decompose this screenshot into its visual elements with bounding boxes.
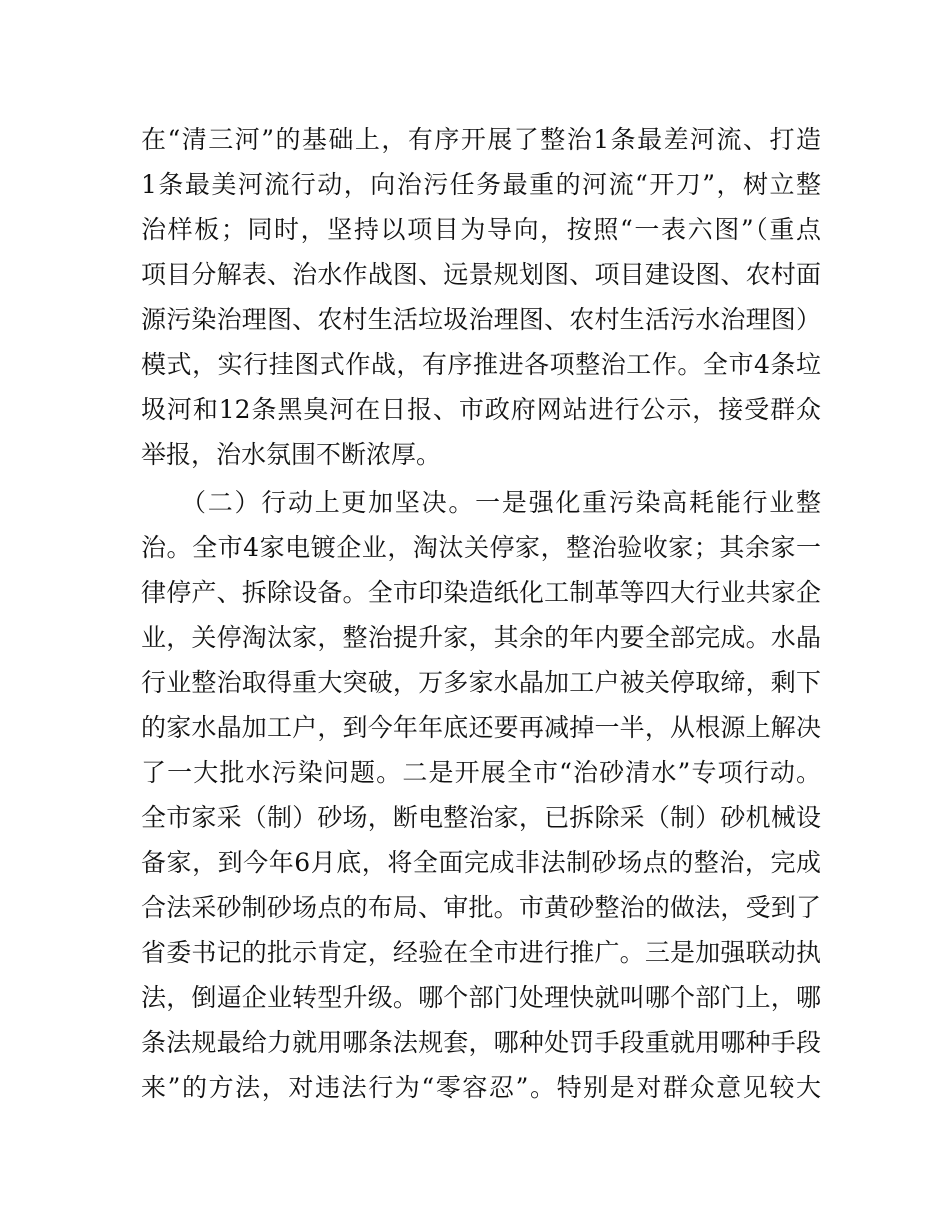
paragraph-line: 了一大批水污染问题。二是开展全市“治砂清水”专项行动。 — [141, 758, 821, 787]
paragraph-line: 1条最美河流行动，向治污任务最重的河流“开刀”，树立整 — [141, 170, 821, 199]
paragraph-line: 业，关停淘汰家，整治提升家，其余的年内要全部完成。水晶 — [141, 623, 821, 652]
paragraph-line: 源污染治理图、农村生活垃圾治理图、农村生活污水治理图） — [141, 305, 821, 334]
paragraph-line: 在“清三河”的基础上，有序开展了整治1条最差河流、打造 — [141, 125, 821, 154]
paragraph-line: 备家，到今年6月底，将全面完成非法制砂场点的整治，完成 — [141, 848, 821, 877]
paragraph-line: 条法规最给力就用哪条法规套，哪种处罚手段重就用哪种手段 — [141, 1028, 821, 1057]
paragraph-line: 的家水晶加工户，到今年年底还要再减掉一半，从根源上解决 — [141, 713, 821, 742]
paragraph-line: 治。全市4家电镀企业，淘汰关停家，整治验收家；其余家一 — [141, 533, 821, 562]
paragraph-line: 圾河和12条黑臭河在日报、市政府网站进行公示，接受群众 — [141, 395, 821, 424]
paragraph-2 — [141, 480, 821, 1110]
paragraph-line: 合法采砂制砂场点的布局、审批。市黄砂整治的做法，受到了 — [141, 893, 821, 922]
paragraph-line: 行业整治取得重大突破，万多家水晶加工户被关停取缔，剩下 — [141, 668, 821, 697]
paragraph-line: 律停产、拆除设备。全市印染造纸化工制革等四大行业共家企 — [141, 578, 821, 607]
paragraph-line: 省委书记的批示肯定，经验在全市进行推广。三是加强联动执 — [141, 938, 821, 967]
paragraph-line: 治样板；同时，坚持以项目为导向，按照“一表六图”（重点 — [141, 215, 821, 244]
paragraph-line: 举报，治水氛围不断浓厚。 — [141, 440, 442, 469]
paragraph-line: 法，倒逼企业转型升级。哪个部门处理快就叫哪个部门上，哪 — [141, 983, 821, 1012]
paragraph-1 — [141, 117, 821, 477]
paragraph-line: 全市家采（制）砂场，断电整治家，已拆除采（制）砂机械设 — [141, 803, 821, 832]
paragraph-line: 来”的方法，对违法行为“零容忍”。特别是对群众意见较大 — [141, 1073, 821, 1102]
paragraph-line: （二）行动上更加坚决。一是强化重污染高耗能行业整 — [181, 488, 821, 517]
paragraph-line: 模式，实行挂图式作战，有序推进各项整治工作。全市4条垃 — [141, 350, 821, 379]
paragraph-line: 项目分解表、治水作战图、远景规划图、项目建设图、农村面 — [141, 260, 821, 289]
